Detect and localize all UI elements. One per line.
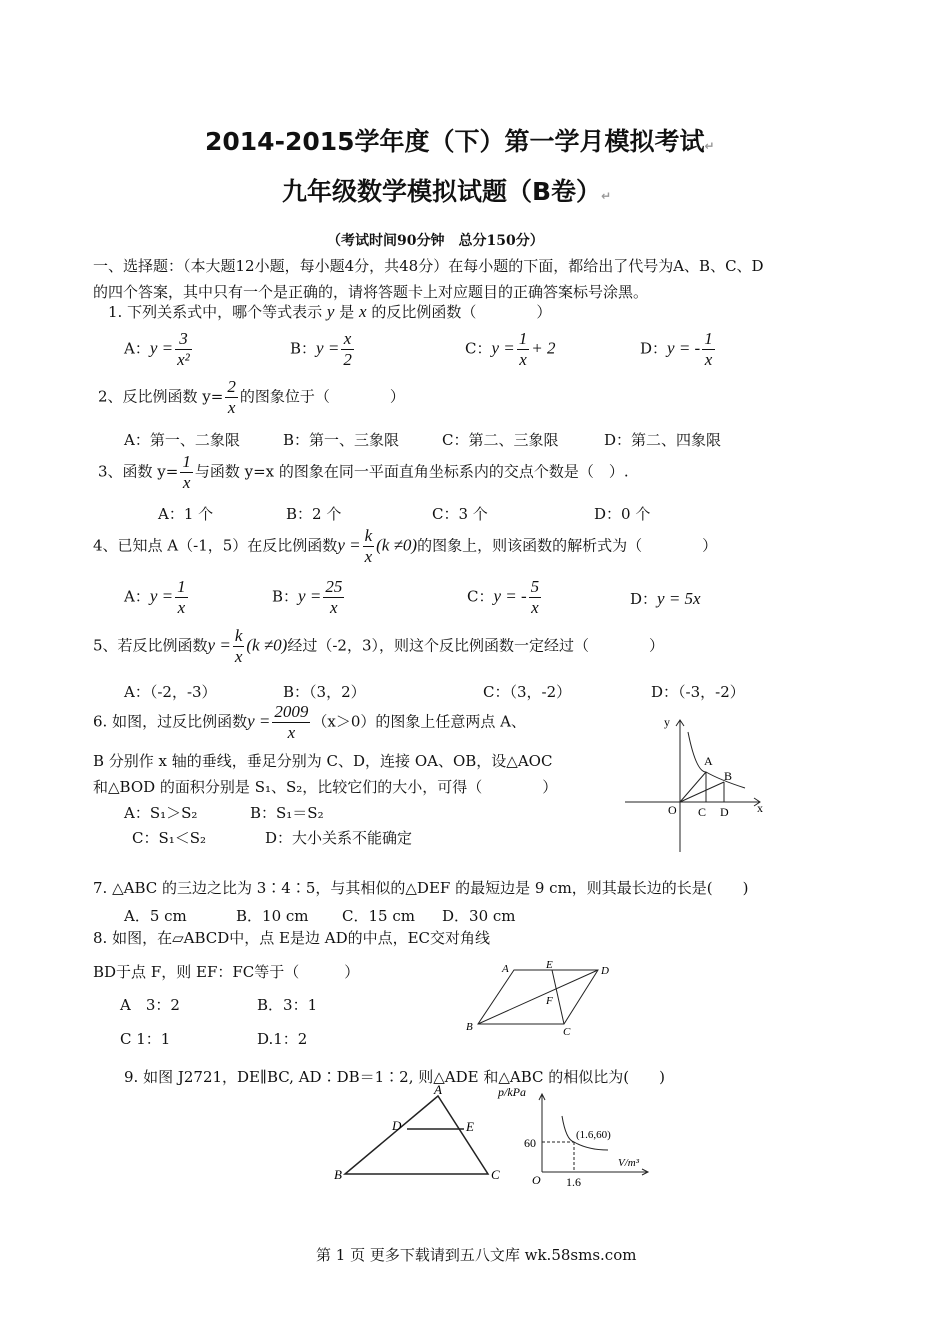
label-60: 60 [524, 1136, 536, 1150]
label-b: B [334, 1167, 342, 1182]
label-b: B [466, 1021, 473, 1033]
label-c: C [491, 1167, 500, 1182]
return-mark: ↵ [601, 189, 612, 203]
label-a: A [704, 754, 713, 768]
label-d: D [720, 805, 729, 819]
q7-option-c: C．15 cm [342, 907, 415, 925]
q6-option-c: C：S₁＜S₂ [132, 829, 207, 847]
q8-option-b: B．3：1 [257, 996, 318, 1014]
q2-option-c: C：第二、三象限 [442, 431, 559, 449]
fraction: $\frac{1}{x}$ [518, 329, 528, 369]
q3-option-c: C：3 个 [432, 505, 488, 523]
hyperbola-curve [688, 732, 745, 788]
q8-option-c: C 1：1 [120, 1030, 171, 1048]
fraction: $\frac{x}{2}$ [343, 329, 352, 369]
q1-stem: 1. 下列关系式中，哪个等式表示 y 是 x 的反比例函数（ ） [108, 302, 552, 321]
page-title: 2014-2015学年度（下）第一学月模拟考试↵ [205, 127, 715, 156]
q1-option-b: B：y = $\frac{x}{2}$ [290, 329, 352, 369]
q8-option-a: A 3：2 [120, 996, 180, 1014]
label-c: C [563, 1026, 571, 1038]
q5-option-a: A：（-2，-3） [124, 683, 217, 701]
q8-option-d: D.1：2 [257, 1030, 308, 1048]
q7-option-b: B．10 cm [236, 907, 309, 925]
q1-option-d: D：y = - $\frac{1}{x}$ [640, 329, 713, 369]
segment-oa [680, 772, 706, 802]
label-o: O [668, 803, 677, 817]
q5-stem: 5、若反比例函数y = $\frac{k}{x}$ (k ≠0)经过（-2，3），则这个反比例函数一定经过（ ） [93, 626, 664, 666]
fraction: $\frac{25}{x}$ [325, 577, 343, 617]
q9-triangle-figure [330, 1082, 510, 1182]
label-b: B [724, 769, 733, 783]
q2-option-d: D：第二、四象限 [604, 431, 722, 449]
q6-figure [620, 712, 770, 860]
q5-option-d: D：（-3，-2） [651, 683, 745, 701]
fraction: $\frac{1}{x}$ [177, 577, 186, 617]
label-v-axis: V/m³ [618, 1157, 640, 1169]
section-instructions-line2: 的四个答案，其中只有一个是正确的，请将答题卡上对应题目的正确答案标号涂黑。 [93, 283, 649, 301]
q4-option-a: A：y = $\frac{1}{x}$ [124, 577, 186, 617]
label-o: O [532, 1173, 541, 1187]
label-p-axis: p/kPa [498, 1085, 526, 1099]
fraction: $\frac{3}{\text{x²}}$ [177, 329, 190, 369]
q7-stem: 7. △ABC 的三边之比为 3∶4∶5，与其相似的△DEF 的最短边是 9 cm，则其最长边的长是( ) [93, 879, 749, 897]
fraction: $\frac{2}{x}$ [227, 377, 236, 417]
label-d: D [601, 965, 609, 977]
q3-stem: 3、函数 y= $\frac{1}{x}$ 与函数 y=x 的图象在同一平面直角坐标系内的交点个数是（ ）. [98, 452, 629, 492]
segment-ob [680, 782, 724, 802]
fraction: $\frac{2009}{x}$ [274, 702, 309, 742]
q8-figure [460, 958, 620, 1038]
q9-pressure-graph [496, 1080, 656, 1189]
fraction: $\frac{1}{x}$ [704, 329, 713, 369]
fraction: $\frac{k}{x}$ [234, 626, 243, 666]
fraction: $\frac{k}{x}$ [364, 526, 373, 566]
q1-option-a: A：y = $\frac{3}{\text{x²}}$ [124, 329, 190, 369]
q3-option-a: A：1 个 [158, 505, 214, 523]
triangle-abc [345, 1096, 488, 1174]
q6-stem: 6. 如图，过反比例函数y = $\frac{2009}{x}$ （x＞0）的图象上任意两点 A、 [93, 702, 526, 742]
q4-option-d: D：y = 5x [630, 589, 701, 608]
q7-option-a: A．5 cm [124, 907, 187, 925]
q7-option-d: D．30 cm [442, 907, 516, 925]
label-e: E [546, 959, 553, 971]
segment-ec [552, 970, 564, 1024]
fraction: $\frac{5}{x}$ [530, 577, 540, 617]
page-subtitle: 九年级数学模拟试题（B卷）↵ [282, 177, 612, 206]
label-point: (1.6,60) [576, 1129, 611, 1141]
q9-stem: 9. 如图 J2721，DE∥BC, AD∶DB＝1∶2, 则△ADE 和△ABC 的相似比为( ) [124, 1068, 665, 1086]
fraction: $\frac{1}{x}$ [182, 452, 191, 492]
label-y: y [664, 715, 670, 729]
label-x: x [757, 801, 763, 815]
q6-line2: B 分别作 x 轴的垂线，垂足分别为 C、D，连接 OA、OB，设△AOC [93, 752, 553, 770]
label-1-6: 1.6 [566, 1175, 581, 1189]
label-d: D [392, 1118, 402, 1133]
q2-option-a: A：第一、二象限 [124, 431, 240, 449]
q4-option-b: B：y = $\frac{25}{x}$ [272, 577, 343, 617]
q6-option-d: D：大小关系不能确定 [265, 829, 413, 847]
label-c: C [698, 805, 707, 819]
q3-option-b: B：2 个 [286, 505, 342, 523]
q5-option-b: B：（3，2） [283, 683, 366, 701]
q1-option-c: C：y = $\frac{1}{x}$ + 2 [465, 329, 556, 369]
q6-line3: 和△BOD 的面积分别是 S₁、S₂，比较它们的大小，可得（ ） [93, 778, 558, 796]
exam-info: （考试时间90分钟 总分150分） [327, 233, 544, 249]
q8-line2: BD于点 F，则 EF：FC等于（ ） [93, 963, 360, 981]
page-footer: 第 1 页 更多下载请到五八文库 wk.58sms.com [316, 1246, 637, 1264]
label-a: A [502, 963, 509, 975]
q8-line1: 8. 如图，在▱ABCD中，点 E是边 AD的中点，EC交对角线 [93, 929, 491, 947]
label-f: F [546, 995, 553, 1007]
q4-option-c: C：y = - $\frac{5}{x}$ [467, 577, 540, 617]
q4-stem: 4、已知点 A（-1，5）在反比例函数y = $\frac{k}{x}$ (k ≠0)的图象上，则该函数的解析式为（ ） [93, 526, 718, 566]
q6-option-a: A：S₁＞S₂ [124, 804, 198, 822]
section-instructions-line1: 一、选择题：（本大题12小题，每小题4分，共48分）在每小题的下面，都给出了代号为A、B、C、D [93, 257, 764, 275]
q5-option-c: C：（3，-2） [483, 683, 572, 701]
return-mark: ↵ [704, 139, 715, 153]
q3-option-d: D：0 个 [594, 505, 651, 523]
label-a: A [434, 1082, 442, 1097]
q6-option-b: B：S₁＝S₂ [250, 804, 324, 822]
label-e: E [466, 1119, 474, 1134]
q2-stem: 2、反比例函数 y= $\frac{2}{x}$ 的图象位于（ ） [98, 377, 405, 417]
q2-option-b: B：第一、三象限 [283, 431, 400, 449]
